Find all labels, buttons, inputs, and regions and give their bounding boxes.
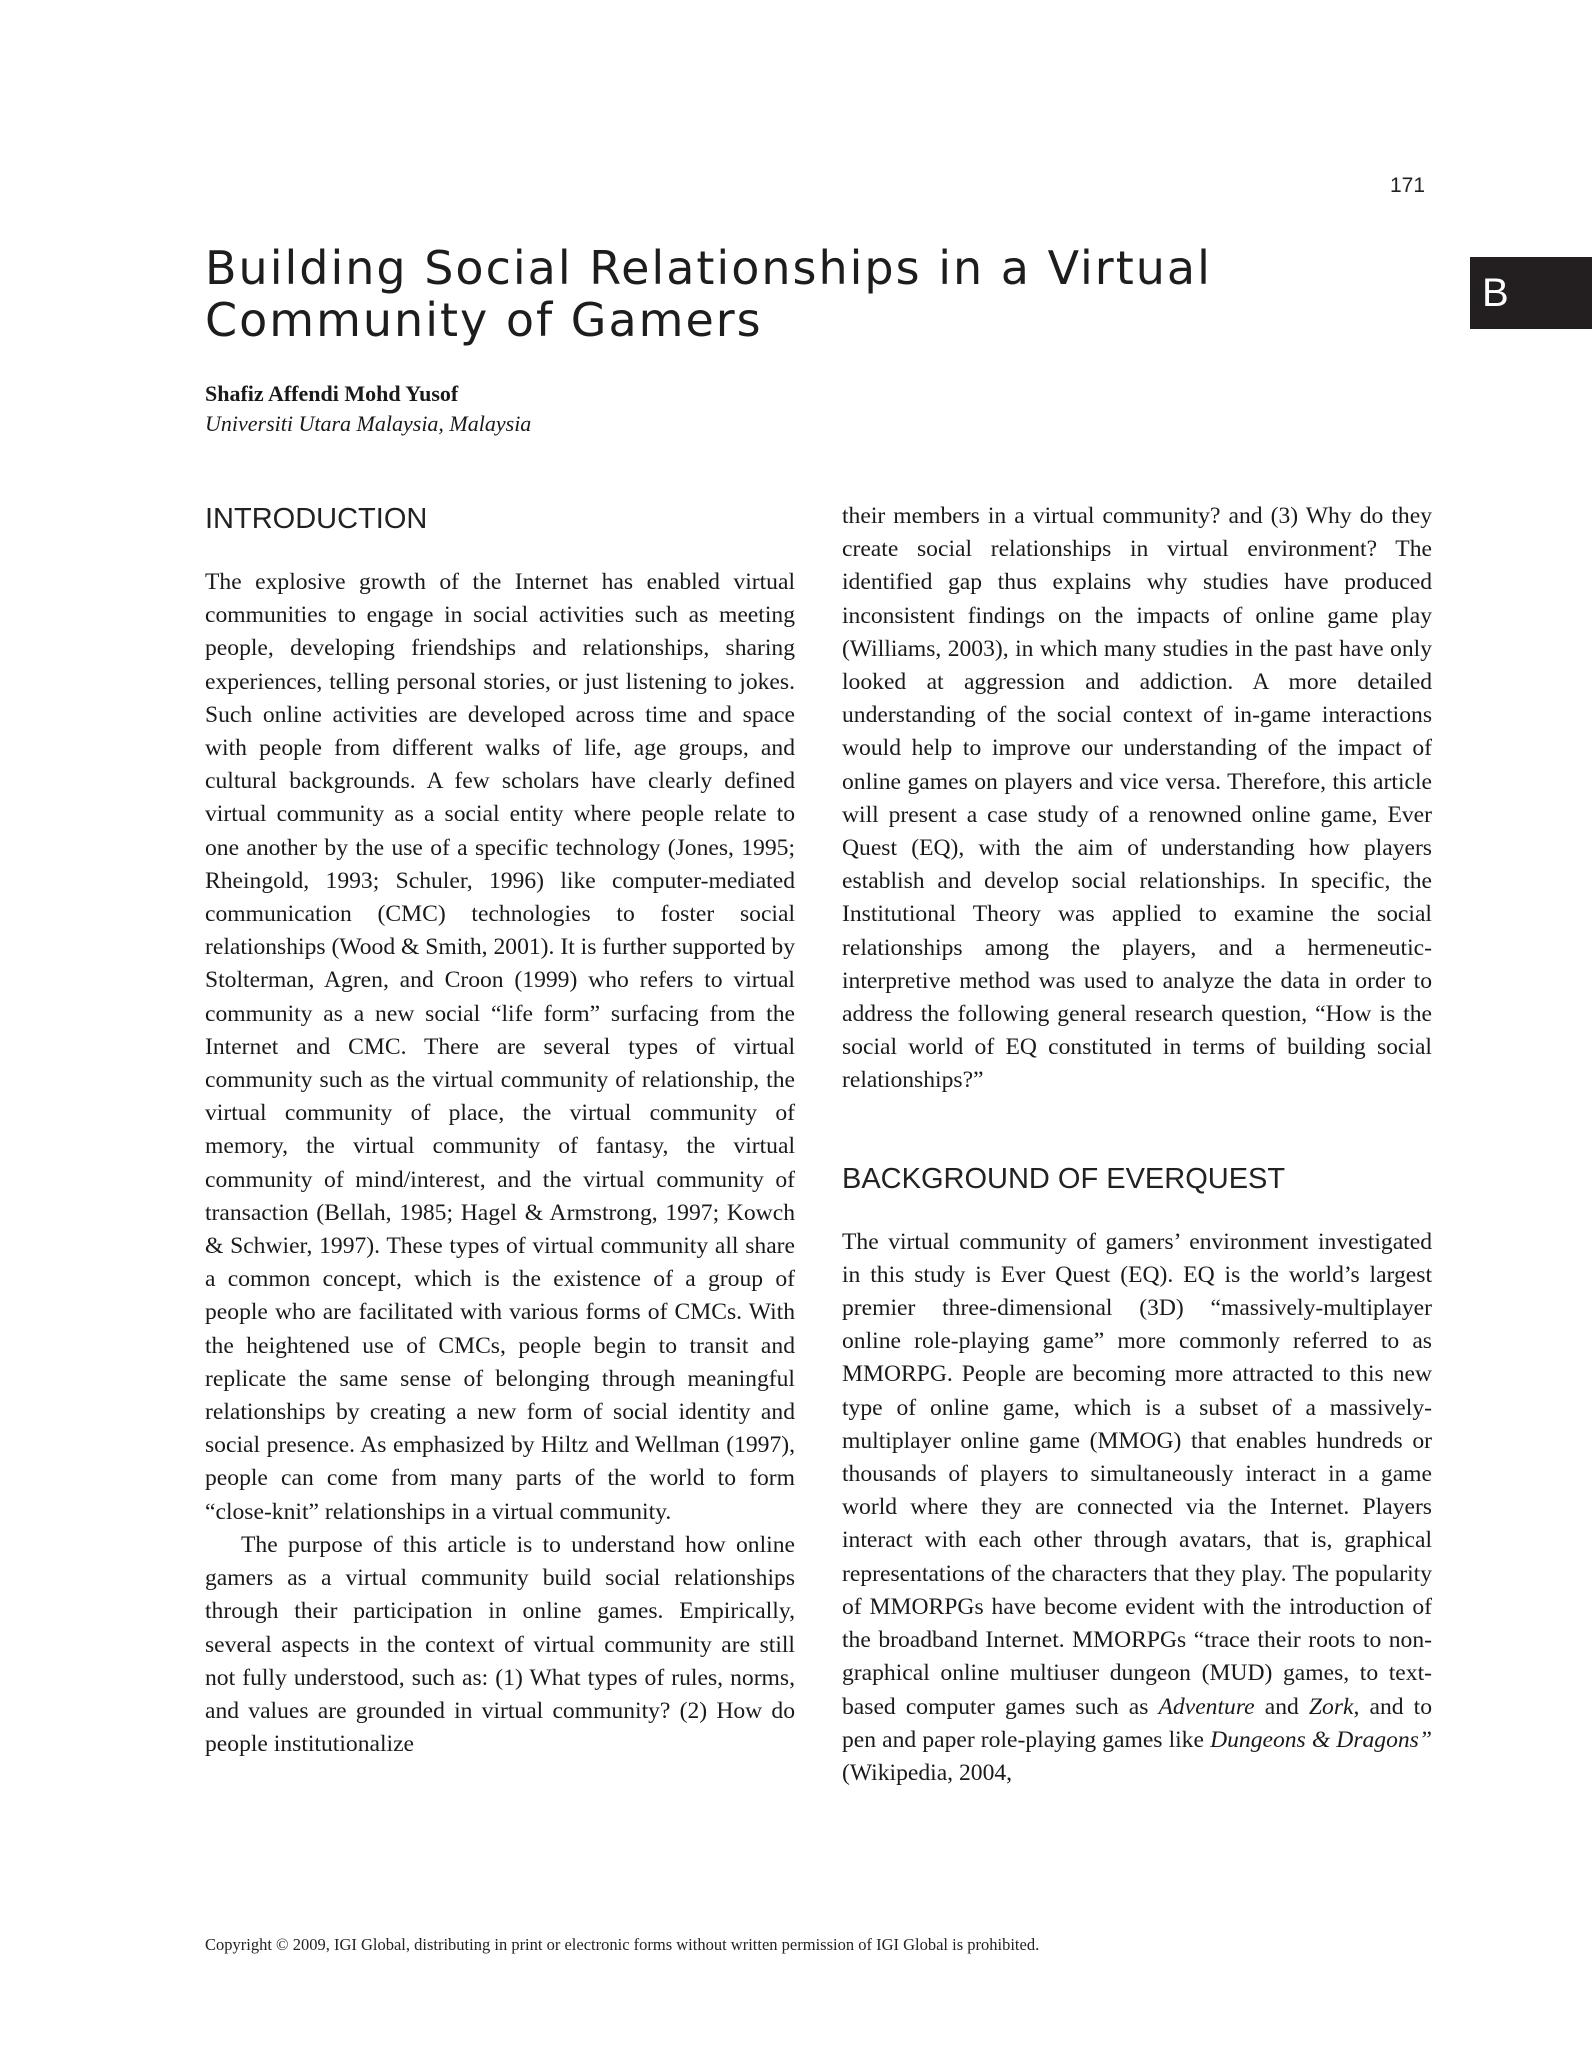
introduction-continuation: their members in a virtual community? and (3) Why do they create social relationships in virtual environment? The identified gap thus explains why studies have produced inconsistent findings on the impacts of online game play (Williams, 2003), in which many studies in the past have only looked at aggression and addiction. A more detailed understanding of the social context of in-game interactions would help to improve our understanding of the impact of online games on players and vice versa. Therefore, this article will present a case study of a renowned online game, Ever Quest (EQ), with the aim of understanding how players establish and develop social relationships. In specific, the Institutional Theory was applied to examine the social relationships among the players, and a hermeneutic-interpretive method was used to analyze the data in order to address the following general research question, “How is the social world of EQ constituted in terms of building social relationships?”	[842, 503, 1432, 1094]
background-paragraph	[842, 1226, 1432, 1790]
italic-dungeons-dragons: Dungeons & Dragons”	[1210, 1726, 1432, 1753]
introduction-paragraph-2: The purpose of this article is to understand how online gamers as a virtual community build social relationships through their participation in online games. Empirically, several aspects in the context of virtual community are still not fully understood, such as: (1) What types of rules, norms, and values are grounded in virtual community? (2) How do people institutionalize	[205, 1531, 795, 1758]
background-text-3: (Wikipedia, 2004,	[842, 1759, 1013, 1786]
introduction-paragraph-1: The explosive growth of the Internet has enabled virtual communities to engage in social activities such as meeting people, developing friendships and relationships, sharing experiences, telling personal stories, or just listening to jokes. Such online activities are developed across time and space with people from different walks of life, age groups, and cultural backgrounds. A few scholars have clearly defined virtual community as a social entity where people relate to one another by the use of a specific technology (Jones, 1995; Rheingold, 1993; Schuler, 1996) like computer-mediated communication (CMC) technologies to foster social relationships (Wood & Smith, 2001). It is further supported by Stolterman, Agren, and Croon (1999) who refers to virtual community as a new social “life form” surfacing from the Internet and CMC. There are several types of virtual community such as the virtual community of relationship, the virtual community of place, the virtual community of memory, the virtual community of fantasy, the virtual community of mind/interest, and the virtual community of transaction (Bellah, 1985; Hagel & Armstrong, 1997; Kowch & Schwier, 1997). These types of virtual community all share a common concept, which is the existence of a group of people who are facilitated with various forms of CMCs. With the heightened use of CMCs, people begin to transit and replicate the same sense of belonging through meaningful relationships by creating a new form of social identity and social presence. As emphasized by Hiltz and Wellman (1997), people can come from many parts of the world to form “close-knit” relationships in a virtual community.	[205, 569, 795, 1525]
article-title: Building Social Relationships in a Virtual Community of Gamers	[205, 241, 1212, 347]
background-heading: BACKGROUND OF EVERQUEST	[842, 1162, 1286, 1195]
right-column	[842, 500, 1432, 1790]
italic-zork: Zork	[1308, 1693, 1354, 1720]
background-conjunction: and	[1264, 1693, 1299, 1720]
italic-adventure: Adventure	[1158, 1693, 1255, 1720]
left-column	[205, 500, 795, 1761]
page-number: 171	[1390, 174, 1426, 197]
background-text-1: The virtual community of gamers’ environment investigated in this study is Ever Quest (EQ). EQ is the world’s largest premier three-dimensional (3D) “massively-multiplayer online role-playing game” more commonly referred to as MMORPG. People are becoming more attracted to this new type of online game, which is a subset of a massively-multiplayer online game (MMOG) that enables hundreds or thousands of players to simultaneously interact in a game world where they are connected via the Internet. Players interact with each other through avatars, that is, graphical representations of the characters that they play. The popularity of MMORPGs have become evident with the introduction of the broadband Internet. MMORPGs “trace their roots to non-graphical online multiuser dungeon (MUD) games, to text-based computer games such as	[842, 1228, 1432, 1720]
copyright-notice: Copyright © 2009, IGI Global, distributing in print or electronic forms without written permission of IGI Global is prohibited.	[205, 1935, 1040, 1954]
section-tab: B	[1470, 257, 1592, 329]
background-text-2: , and to pen and paper role-playing games like	[842, 1693, 1433, 1753]
introduction-heading: INTRODUCTION	[205, 503, 428, 535]
author-name: Shafiz Affendi Mohd Yusof	[205, 381, 459, 406]
author-affiliation: Universiti Utara Malaysia, Malaysia	[205, 411, 532, 436]
